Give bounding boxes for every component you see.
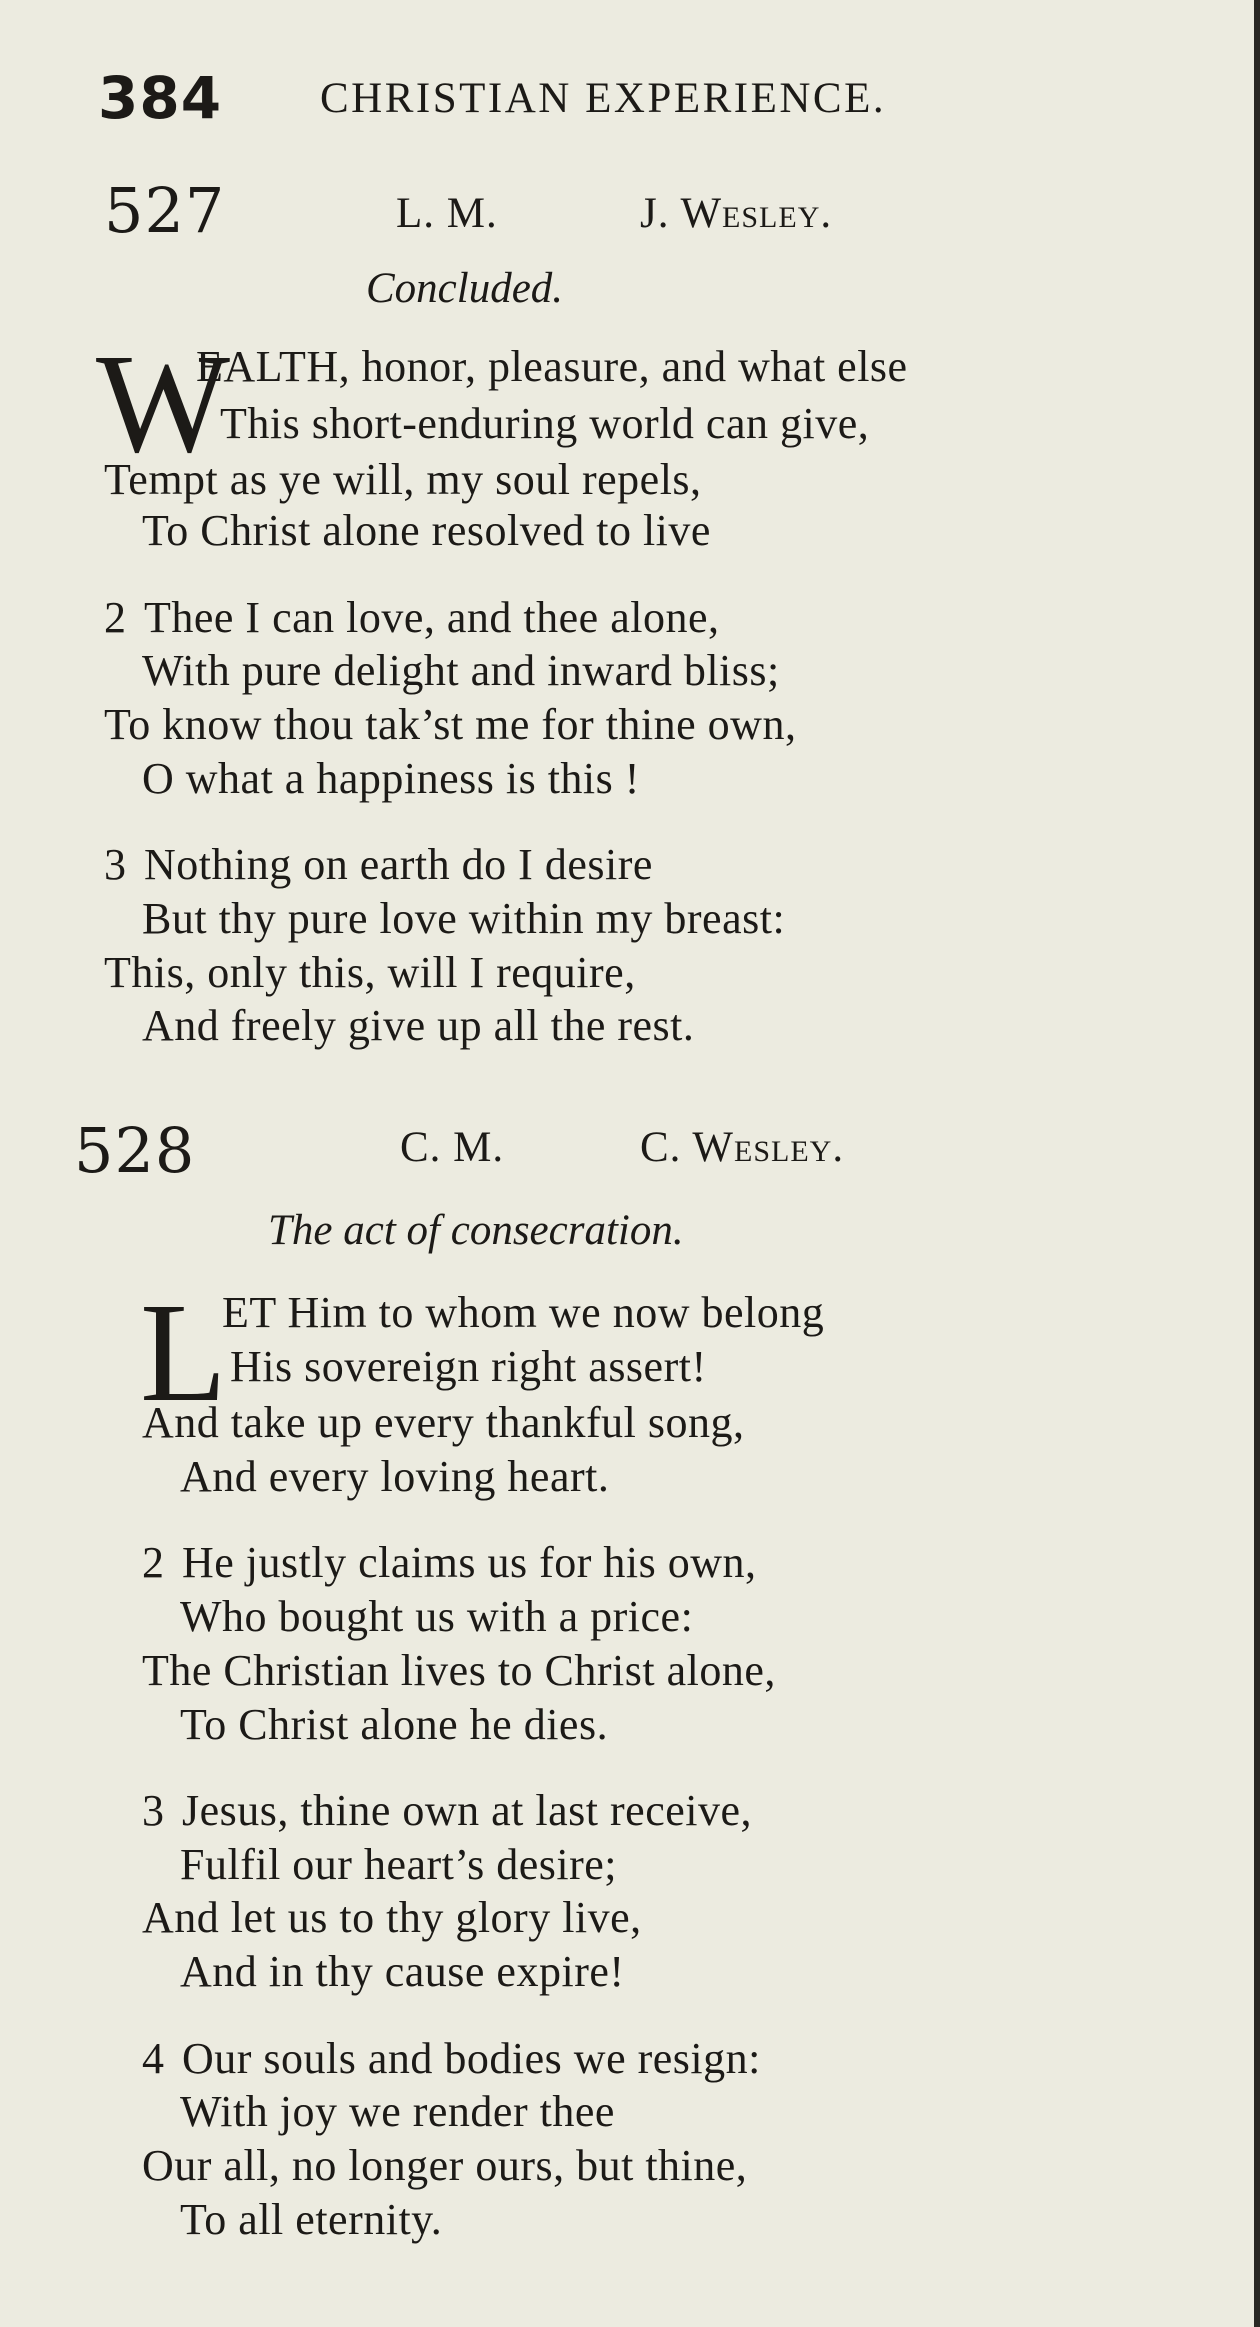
verse-line: The Christian lives to Christ alone, [142, 1645, 776, 1695]
verse-line: EALTH, honor, pleasure, and what else [196, 342, 908, 392]
hymn-subtitle: Concluded. [366, 264, 564, 312]
verse-number: 3 [104, 840, 127, 890]
verse-line: This, only this, will I require, [104, 947, 636, 997]
verse-text: Thee I can love, and thee alone, [144, 592, 720, 642]
verse-line [104, 591, 720, 645]
hymn-number: 527 [104, 174, 226, 248]
verse-line: Who bought us with a price: [180, 1592, 694, 1642]
verse-line [142, 1536, 757, 1590]
drop-cap: L [140, 1272, 227, 1431]
verse-line: To all eternity. [180, 2194, 443, 2244]
drop-cap: W [96, 324, 231, 483]
verse-number: 3 [142, 1786, 165, 1836]
verse-line: And take up every thankful song, [142, 1398, 745, 1448]
verse-line: To Christ alone he dies. [180, 1699, 609, 1749]
verse-line: And let us to thy glory live, [142, 1893, 642, 1943]
verse-line: This short-enduring world can give, [220, 398, 870, 448]
verse-number: 2 [104, 592, 127, 642]
hymn-subtitle: The act of consecration. [268, 1207, 684, 1255]
verse-line: O what a happiness is this ! [142, 753, 640, 803]
verse-line: And every loving heart. [180, 1451, 610, 1501]
page-number: 384 [98, 63, 223, 132]
verse-text: Jesus, thine own at last receive, [182, 1786, 753, 1836]
hymn-meter: C. M. [400, 1123, 505, 1171]
verse-text: Nothing on earth do I desire [144, 840, 653, 890]
verse-line [104, 838, 653, 892]
verse-line: Fulfil our heart’s desire; [180, 1839, 618, 1889]
hymn-number: 528 [74, 1113, 196, 1187]
hymn-meter: L. M. [396, 189, 498, 237]
verse-line: ET Him to whom we now belong [222, 1287, 825, 1337]
verse-line: And in thy cause expire! [180, 1947, 625, 1997]
verse-text: Our souls and bodies we resign: [182, 2033, 761, 2083]
section-title: CHRISTIAN EXPERIENCE. [320, 74, 887, 122]
verse-line [142, 1784, 752, 1838]
page-edge [1254, 0, 1260, 2327]
verse-line: But thy pure love within my breast: [142, 894, 786, 944]
hymn-author: C. Wesley. [640, 1123, 845, 1171]
verse-line: To know thou tak’st me for thine own, [104, 700, 797, 750]
verse-number: 4 [142, 2033, 165, 2083]
verse-line [142, 2032, 761, 2086]
verse-line: His sovereign right assert! [230, 1341, 707, 1391]
verse-line: With joy we render thee [180, 2087, 615, 2137]
verse-number: 2 [142, 1538, 165, 1588]
verse-line: Tempt as ye will, my soul repels, [104, 455, 702, 505]
verse-line: To Christ alone resolved to live [142, 506, 711, 556]
verse-text: He justly claims us for his own, [182, 1538, 757, 1588]
verse-line: Our all, no longer ours, but thine, [142, 2141, 748, 2191]
verse-line: And freely give up all the rest. [142, 1001, 695, 1051]
hymn-author: J. Wesley. [640, 189, 833, 237]
verse-line: With pure delight and inward bliss; [142, 646, 780, 696]
